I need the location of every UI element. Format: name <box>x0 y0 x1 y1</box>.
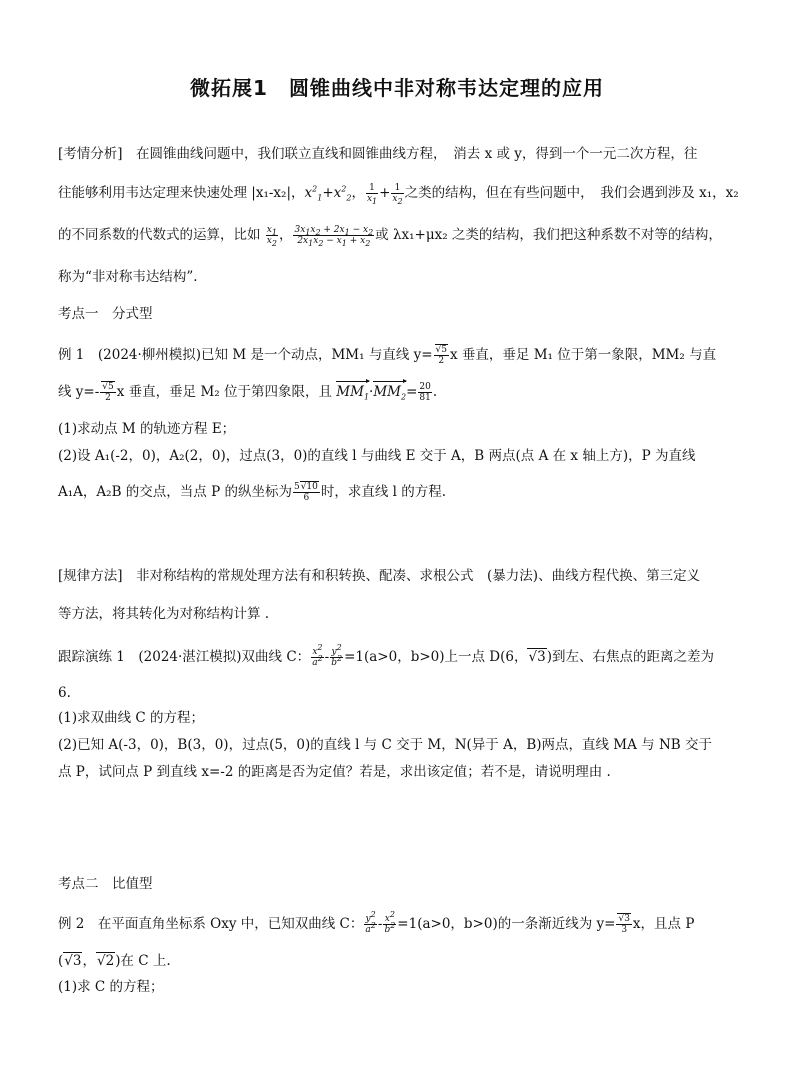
example-1-question-2-cont: A₁A，A₂B 的交点，当点 P 的纵坐标为 $\frac{5√10}{6}$ 时，求直线 l 的方程. <box>58 482 447 503</box>
formula-x1-over-x2: $\frac{x_1}{x_2}$ <box>266 225 277 248</box>
method-line-2: 等方法，将其转化为对称结构计算 . <box>58 606 270 622</box>
page-title: 微拓展1 圆锥曲线中非对称韦达定理的应用 <box>190 76 604 100</box>
example-2-line-2: (√3，√2)在 C 上. <box>58 953 171 969</box>
example-2-line-1: 例 2 在平面直角坐标系 Oxy 中，已知双曲线 C： $\frac{y^2}{a^2}$ - $\frac{x^2}{b^2}$ =1(a>0，b>0)的一条渐近线为 y= $\frac{√3}{3}$ x，且点 P <box>58 910 695 935</box>
intro-line-2: 往能够利用韦达定理来快速处理 |x₁-x₂|，$x^2_1+x^2_2$， $\frac{1}{x_1}$ + $\frac{1}{x_2}$ 之类的结构，但在有些问题中， 我们会遇到涉及 x₁，x₂ <box>58 183 739 206</box>
intro-line-4: 称为“非对称韦达结构”. <box>58 269 198 285</box>
formula-sqrt3: √3 <box>528 649 546 665</box>
intro-line-3: 的不同系数的代数式的运算，比如 $\frac{x_1}{x_2}$ ， $\frac{3x_1x_2 + 2x_1 - x_2}{2x_1x_2 - x_1 + x_2}$ 或 λx₁+μx₂ 之类的结构，我们把这种系数不对等的结构， <box>58 225 722 248</box>
example-1-line-2: 线 y=- $\frac{√5}{2}$ x 垂直，垂足 M₂ 位于第四象限，且 $MM_1\cdot MM_2=$ $\frac{20}{81}$ . <box>58 382 438 403</box>
formula-sqrt2-point: √2 <box>96 953 115 969</box>
section-2-heading: 考点二 比值型 <box>58 876 153 892</box>
practice-1-line-1: 跟踪演练 1 (2024·湛江模拟)双曲线 C： $\frac{x^2}{a^2}$ - $\frac{y^2}{b^2}$ =1(a>0，b>0)上一点 D(6，√3)到左、右焦点的距离之差为 <box>58 643 714 668</box>
practice-1-question-2-cont: 点 P，试问点 P 到直线 x=-2 的距离是否为定值？若是，求出该定值；若不是，请说明理由 . <box>58 764 611 780</box>
practice-1-line-2: 6. <box>58 685 71 701</box>
formula-sqrt3-point: √3 <box>64 953 82 969</box>
method-line-1: [规律方法] 非对称结构的常规处理方法有和积转换、配凑、求根公式 (暴力法)、曲线方程代换、第三定义 <box>58 568 701 584</box>
formula-sum-squares: $x^2_1+x^2_2$ <box>304 184 352 203</box>
intro-line-1: [考情分析] 在圆锥曲线问题中，我们联立直线和圆锥曲线方程， 消去 x 或 y，得到一个一元二次方程，往 <box>58 146 698 162</box>
formula-neg-sqrt5-over-2: $\frac{√5}{2}$ <box>102 382 114 403</box>
example-1-question-1: (1)求动点 M 的轨迹方程 E； <box>58 421 236 437</box>
formula-y2-over-a2: $\frac{y^2}{a^2}$ <box>365 910 376 935</box>
section-1-heading: 考点一 分式型 <box>58 306 153 322</box>
formula-5sqrt10-over-6: $\frac{5√10}{6}$ <box>293 482 318 503</box>
formula-frac-1-x1: $\frac{1}{x_1}$ <box>366 183 378 206</box>
practice-1-question-1: (1)求双曲线 C 的方程； <box>58 710 205 726</box>
vector-mm2: $MM_2$ <box>373 384 407 402</box>
formula-x2-over-a2: $\frac{x^2}{a^2}$ <box>312 643 323 668</box>
formula-sqrt5-over-2: $\frac{√5}{2}$ <box>435 345 448 366</box>
practice-1-question-2: (2)已知 A(-3，0)，B(3，0)，过点(5，0)的直线 l 与 C 交于 M，N(异于 A，B)两点，直线 MA 与 NB 交于 <box>58 737 712 753</box>
vector-mm1: $MM_1$ <box>336 384 370 402</box>
formula-complex-fraction: $\frac{3x_1x_2 + 2x_1 - x_2}{2x_1x_2 - x_1 + x_2}$ <box>294 225 374 248</box>
example-2-question-1: (1)求 C 的方程； <box>58 979 164 995</box>
example-1-line-1: 例 1 (2024·柳州模拟)已知 M 是一个动点，MM₁ 与直线 y= $\frac{√5}{2}$ x 垂直，垂足 M₁ 位于第一象限，MM₂ 与直 <box>58 345 717 366</box>
intro-tag: [考情分析] <box>58 146 123 162</box>
formula-sqrt3-over-3: $\frac{√3}{3}$ <box>618 914 630 935</box>
formula-y2-over-b2: $\frac{y^2}{b^2}$ <box>331 643 343 668</box>
formula-20-over-81: $\frac{20}{81}$ <box>419 382 431 403</box>
formula-x2-over-b2: $\frac{x^2}{b^2}$ <box>384 910 396 935</box>
formula-frac-1-x2: $\frac{1}{x_2}$ <box>392 183 403 206</box>
example-1-question-2: (2)设 A₁(-2，0)，A₂(2，0)，过点(3，0)的直线 l 与曲线 E 交于 A，B 两点(点 A 在 x 轴上方)，P 为直线 <box>58 448 696 464</box>
